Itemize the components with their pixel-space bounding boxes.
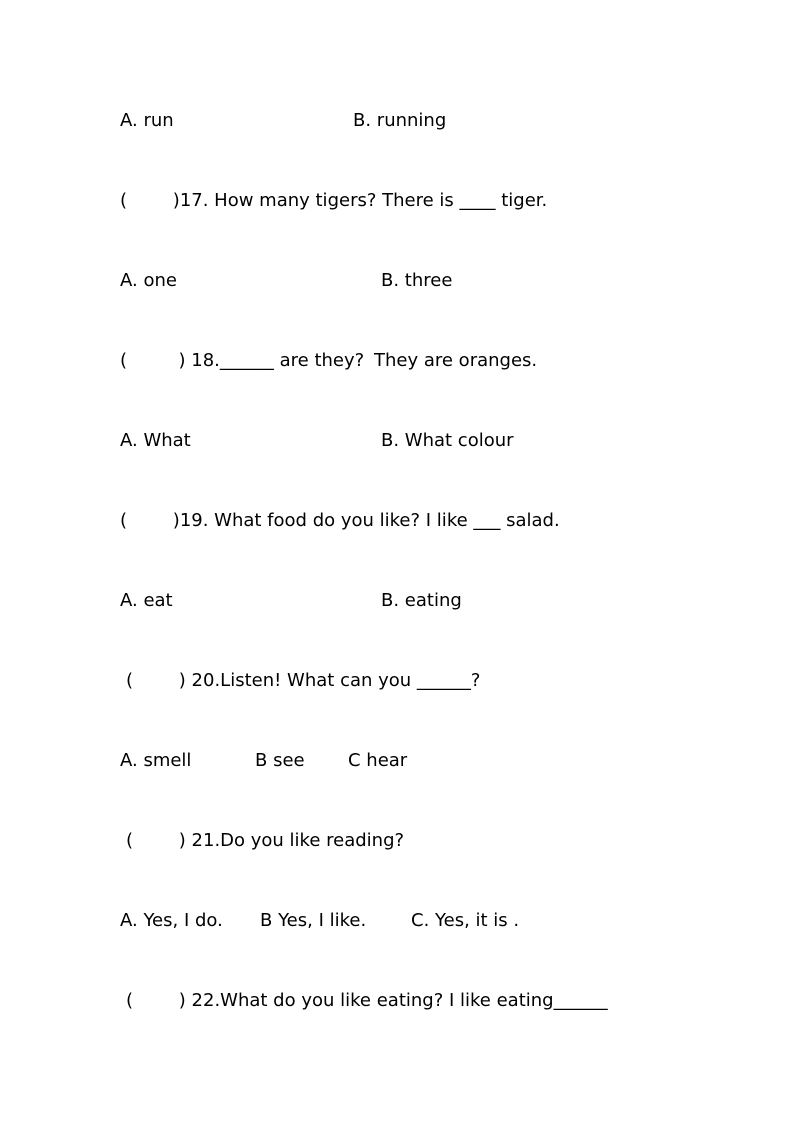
q17-options (0, 267, 453, 295)
q20-question (0, 667, 481, 695)
q18-question (0, 347, 538, 375)
q19-question (0, 507, 560, 535)
q18-options (0, 427, 514, 455)
q19-option-b: B. eating (381, 590, 462, 611)
q20-text: ( ) 20.Listen! What can you ______? (126, 670, 481, 691)
q21-options (0, 907, 520, 935)
q20-options (0, 747, 408, 775)
q21-text: ( ) 21.Do you like reading? (126, 830, 405, 851)
q16-option-a: A. run (120, 110, 174, 131)
q20-option-c: C hear (348, 750, 408, 771)
q21-option-a: A. Yes, I do. (120, 910, 223, 931)
q19-text: ( )19. What food do you like? I like ___ salad. (120, 510, 560, 531)
q22-text: ( ) 22.What do you like eating? I like eating______ (126, 990, 608, 1011)
q21-option-c: C. Yes, it is . (411, 910, 520, 931)
q21-question (0, 827, 405, 855)
q16-option-b: B. running (353, 110, 447, 131)
q17-text: ( )17. How many tigers? There is ____ tiger. (120, 190, 548, 211)
q16-options (0, 107, 447, 135)
q21-option-b: B Yes, I like. (260, 910, 367, 931)
q17-option-b: B. three (381, 270, 453, 291)
q19-option-a: A. eat (120, 590, 173, 611)
q17-option-a: A. one (120, 270, 177, 291)
q18-option-a: A. What (120, 430, 191, 451)
q17-question (0, 187, 548, 215)
q18-text: ( ) 18.______ are they? (120, 350, 365, 371)
q18-option-b: B. What colour (381, 430, 514, 451)
q20-option-a: A. smell (120, 750, 192, 771)
q20-option-b: B see (255, 750, 305, 771)
q22-question (0, 987, 608, 1015)
q18-answer-hint: They are oranges. (374, 350, 538, 371)
q19-options (0, 587, 462, 615)
